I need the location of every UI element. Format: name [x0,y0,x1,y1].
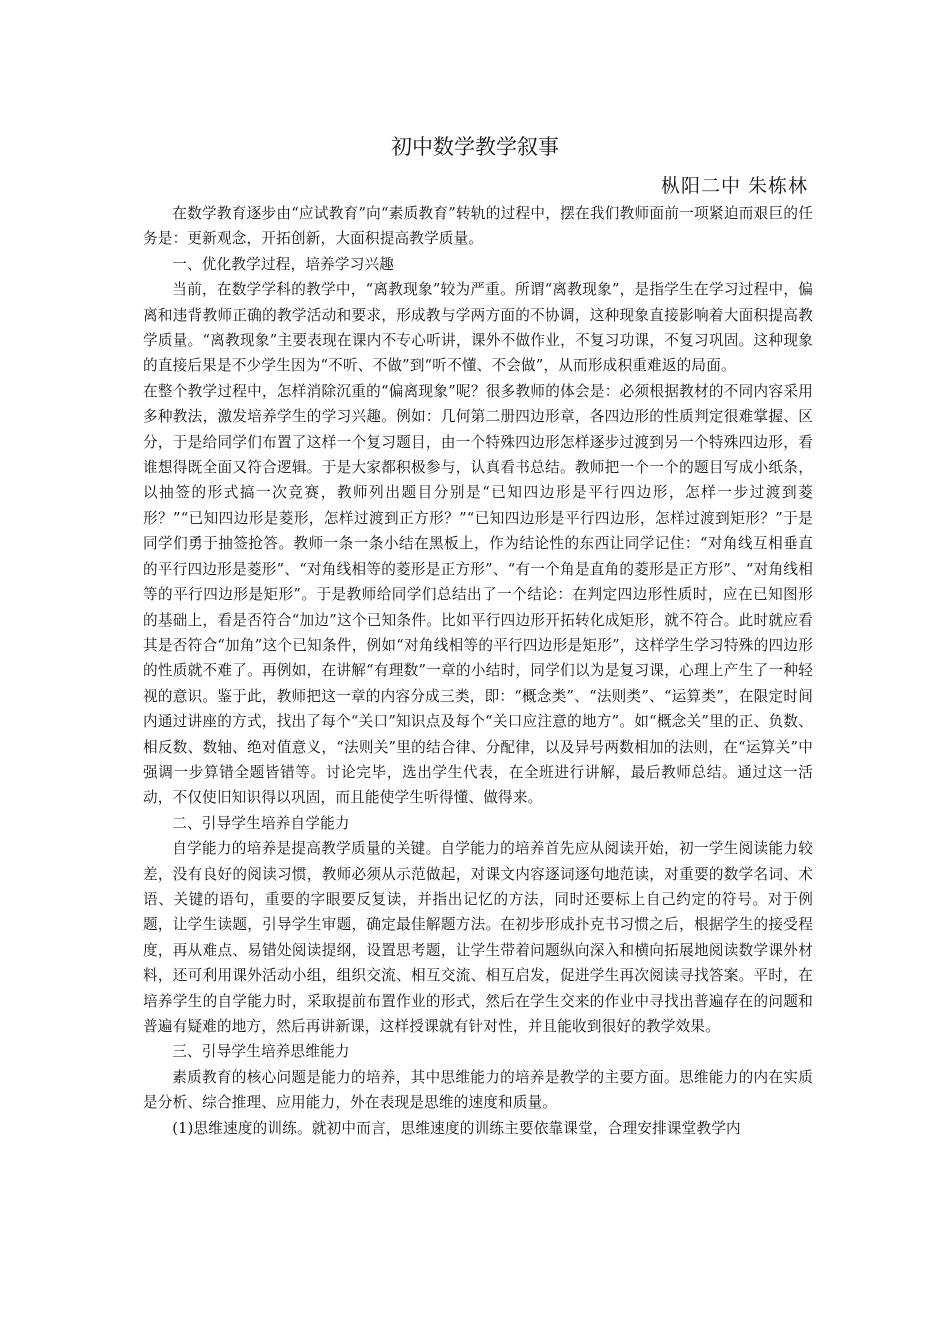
paragraph: 在整个教学过程中，怎样消除沉重的“偏离现象”呢？很多教师的体会是：必须根据教材的不同内容采用多种教法，激发培养学生的学习兴趣。例如：几何第二册四边形章，各四边形的性质判定很难掌握、区分，于是给同学们布置了这样一个复习题目，由一个特殊四边形怎样逐步过渡到另一个特殊四边形，看谁想得既全面又符合逻辑。于是大家都积极参与，认真看书总结。教师把一个一个的题目写成小纸条，以抽签的形式搞一次竞赛，教师列出题目分别是“已知四边形是平行四边形，怎样一步过渡到菱形？”“已知四边形是菱形，怎样过渡到正方形？”“已知四边形是平行四边形，怎样过渡到矩形？”于是同学们勇于抽签抢答。教师一条一条小结在黑板上，作为结论性的东西让同学记住：“对角线互相垂直的平行四边形是菱形”、“对角线相等的菱形是正方形”、“有一个角是直角的菱形是正方形”、“对角线相等的平行四边形是矩形”。于是教师给同学们总结出了一个结论：在判定四边形性质时，应在已知图形的基础上，看是否符合“加边”这个已知条件。比如平行四边形开拓转化成矩形，就不符合。此时就应看其是否符合“加角”这个已知条件，例如“对角线相等的平行四边形是矩形”，这样学生学习特殊的四边形的性质就不难了。再例如，在讲解“有理数”一章的小结时，同学们以为是复习课，心理上产生了一种轻视的意识。鉴于此，教师把这一章的内容分成三类，即：“概念类”、“法则类”、“运算类”，在限定时间内通过讲座的方式，找出了每个“关口”知识点及每个“关口应注意的地方”。如“概念关”里的正、负数、相反数、数轴、绝对值意义，“法则关”里的结合律、分配律，以及异号两数相加的法则，在“运算关”中强调一步算错全题皆错等。讨论完毕，选出学生代表，在全班进行讲解，最后教师总结。通过这一活动，不仅使旧知识得以巩固，而且能使学生听得懂、做得来。 [143,382,813,807]
paragraph: 在数学教育逐步由“应试教育”向“素质教育”转轨的过程中，摆在我们教师面前一项紧迫而艰巨的任务是：更新观念，开拓创新，大面积提高教学质量。 [143,205,813,248]
paragraph: 三、引导学生培养思维能力 [172,1043,350,1061]
paragraph: 素质教育的核心问题是能力的培养，其中思维能力的培养是教学的主要方面。思维能力的内在实质是分析、综合推理、应用能力，外在表现是思维的速度和质量。 [143,1068,813,1112]
paragraph: 一、优化教学过程，培养学习兴趣 [172,255,395,273]
document-body [143,201,813,1141]
author-line: 枞阳二中 朱栋林 [660,175,808,197]
paragraph: 当前，在数学学科的教学中，“离教现象”较为严重。所谓“离教现象”，是指学生在学习过程中，偏离和违背教师正确的教学活动和要求，形成教与学两方面的不协调，这种现象直接影响着大面积提高教学质量。“离教现象”主要表现在课内不专心听讲，课外不做作业，不复习功课，不复习巩固。这种现象的直接后果是不少学生因为“不听、不做”到“听不懂、不会做”，从而形成积重难返的局面。 [143,281,813,375]
paragraph: 二、引导学生培养自学能力 [172,814,350,832]
paragraph: 自学能力的培养是提高教学质量的关键。自学能力的培养首先应从阅读开始，初一学生阅读能力较差，没有良好的阅读习惯，教师必须从示范做起，对课文内容逐词逐句地范读，对重要的数学名词、术语、关键的语句，重要的字眼要反复读，并指出记忆的方法，同时还要标上自己约定的符号。对于例题，让学生读题，引导学生审题，确定最佳解题方法。在初步形成扑克书习惯之后，根据学生的接受程度，再从难点、易错处阅读提纲，设置思考题，让学生带着问题纵向深入和横向拓展地阅读数学课外材料，还可利用课外活动小组，组织交流、相互交流、相互启发，促进学生再次阅读寻找答案。平时，在培养学生的自学能力时，采取提前布置作业的形式，然后在学生交来的作业中寻找出普遍存在的问题和普遍有疑难的地方，然后再讲新课，这样授课就有针对性，并且能收到很好的教学效果。 [143,840,813,1035]
document-title: 初中数学教学叙事 [391,135,559,159]
paragraph: (1)思维速度的训练。就初中而言，思维速度的训练主要依靠课堂，合理安排课堂教学内 [172,1119,741,1137]
